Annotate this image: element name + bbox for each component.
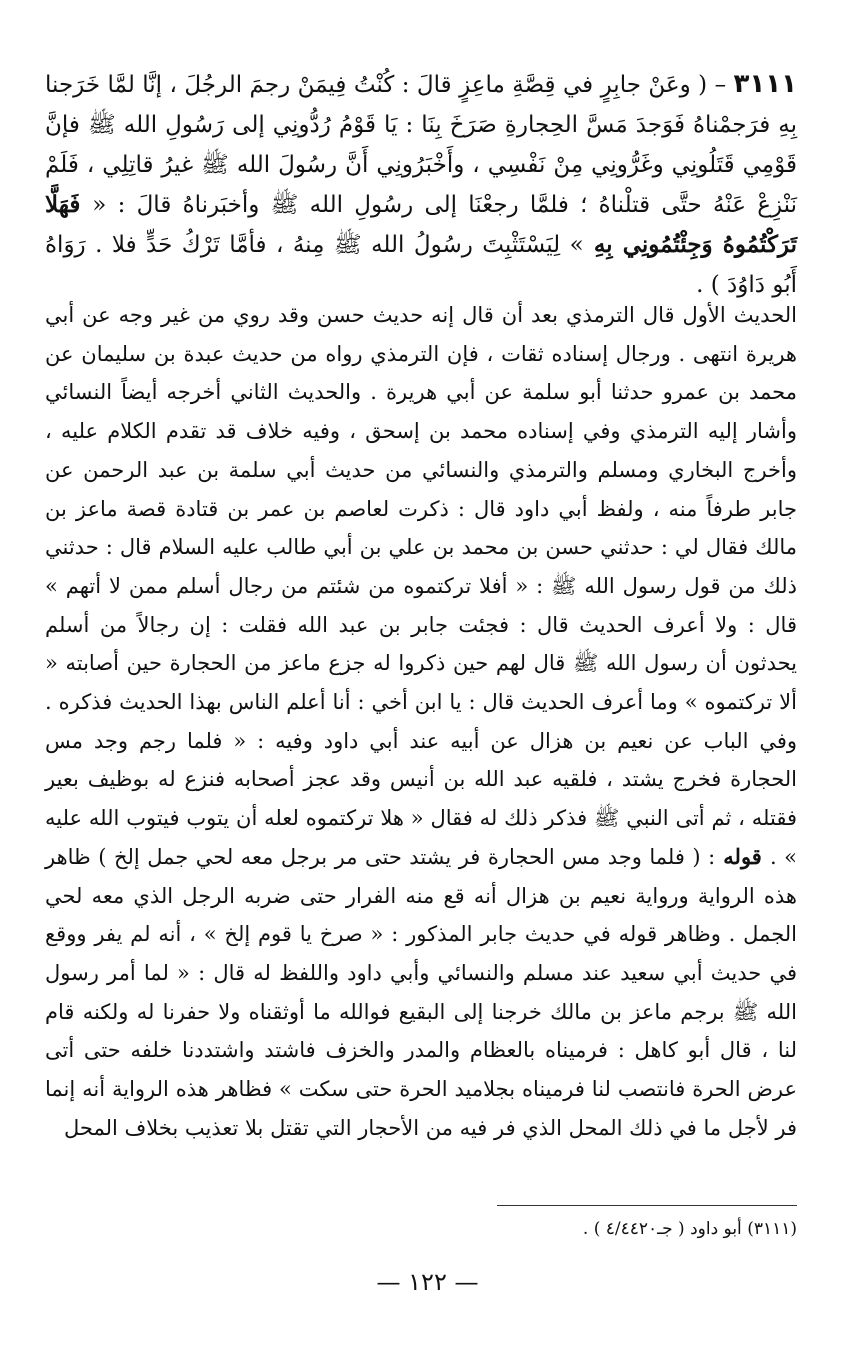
footnote-separator [497,1205,797,1206]
page-number: — ١٢٢ — [376,1268,479,1296]
hadith-text [45,64,797,305]
commentary-part-1: الحديث الأول قال الترمذي بعد أن قال إنه حديث حسن وقد روي من غير وجه عن أبي هريرة انتهى . ورجال إسناده ثقات ، فإن الترمذي رواه من حديث عبدة بن سليمان عن محمد بن عمرو حدثنا أبو سلمة عن أبي هريرة . والحديث الثاني أخرجه أيضاً النسائي وأشار إليه الترمذي وفي إسناده محمد بن إسحق ، وفيه خلاف قد تقدم الكلام عليه ، وأخرج البخاري ومسلم والترمذي والنسائي من حديث أبي سلمة بن عبد الرحمن عن جابر طرفاً منه ، ولفظ أبي داود قال : ذكرت لعاصم بن عمر بن قتادة قصة ماعز بن مالك فقال لي : حدثني حسن بن محمد بن علي بن أبي طالب عليه السلام قال : حدثني ذلك من قول رسول الله ﷺ : « أفلا تركتموه من شئتم من رجال أسلم ممن لا أتهم » قال : ولا أعرف الحديث قال : فجئت جابر بن عبد الله فقلت : إن رجالاً من أسلم يحدثون أن رسول الله ﷺ قال لهم حين ذكروا له جزع ماعز من الحجارة حين أصابته « ألا تركتموه » وما أعرف الحديث قال : يا ابن أخي : أنا أعلم الناس بهذا الحديث فذكره . وفي الباب عن نعيم بن هزال عن أبيه عند أبي داود وفيه : « فلما رجم وجد مس الحجارة فخرج يشتد ، فلقيه عبد الله بن أنيس وقد عجز أصحابه فنزع له بوظيف بعير فقتله ، ثم أتى النبي ﷺ فذكر ذلك له فقال « هلا تركتموه لعله أن يتوب فيتوب الله عليه » . [45,303,798,869]
hadith-body-2: » لِيَسْتَثْبِتَ رسُولُ الله ﷺ مِنهُ ، فأمَّا تَرْكُ حَدٍّ فلا . رَوَاهُ أَبُو دَاوُدَ ) . [45,232,797,298]
commentary-part-2: : ( فلما وجد مس الحجارة فر يشتد حتى مر برجل معه لحي جمل إلخ ) ظاهر هذه الرواية ورواية نعيم بن هزال أنه قع منه الفرار حتى ضربه الرجل الذي معه لحي الجمل . وظاهر قوله في حديث جابر المذكور : « صرخ يا قوم إلخ » ، أنه لم يفر ووقع في حديث أبي سعيد عند مسلم والنسائي وأبي داود واللفظ له قال : « لما أمر رسول الله ﷺ برجم ماعز بن مالك خرجنا إلى البقيع فوالله ما أوثقناه ولا حفرنا له ولكنه قام لنا ، قال أبو كاهل : فرميناه بالعظام والمدر والخزف فاشتد واشتددنا خلفه حتى أتى عرض الحرة فانتصب لنا فرميناه بجلاميد الحرة حتى سكت » فظاهر هذه الرواية أنه إنما فر لأجل ما في ذلك المحل الذي فر فيه من الأحجار التي تقتل بلا تعذيب بخلاف المحل [45,844,797,1140]
footnote: (٣١١١) أبو داود ( جـ٤/٤٤٢٠ ) . [582,1219,797,1239]
commentary-text [45,296,797,1147]
hadith-number: ٣١١١ [733,69,797,99]
hadith-bold-quote: فَهَلَّا تَرَكْتُمُوهُ وَجِئْتُمُونِي بِهِ [45,191,797,258]
hadith-body-1: ( وعَنْ جابِرٍ في قِصَّةِ ماعِزٍ قالَ : كُنْتُ فِيمَنْ رجمَ الرجُلَ ، إنَّا لمَّا خَرَجنا بِهِ فرَجمْناهُ فَوَجدَ مَسَّ الحِجارةِ صَرَخَ بِنَا : يَا قَوْمُ رُدُّونِي إلى رَسُولِ الله ﷺ فإنَّ قَوْمِي قَتَلُونِي وغَرُّونِي مِنْ نَفْسِي ، وأَخْبَرُونِي أَنَّ رسُولَ الله ﷺ غيرُ قاتِلِي ، فَلَمْ نَنْزِعْ عَنْهُ حتَّى قتلْناهُ ؛ فلمَّا رجعْنَا إلى رسُولِ الله ﷺ وأخبَرناهُ قالَ : « [45,72,798,218]
commentary-paragraph [45,296,797,1147]
qawluhu-label: قوله [715,843,770,869]
hadith-dash: – [707,72,734,98]
